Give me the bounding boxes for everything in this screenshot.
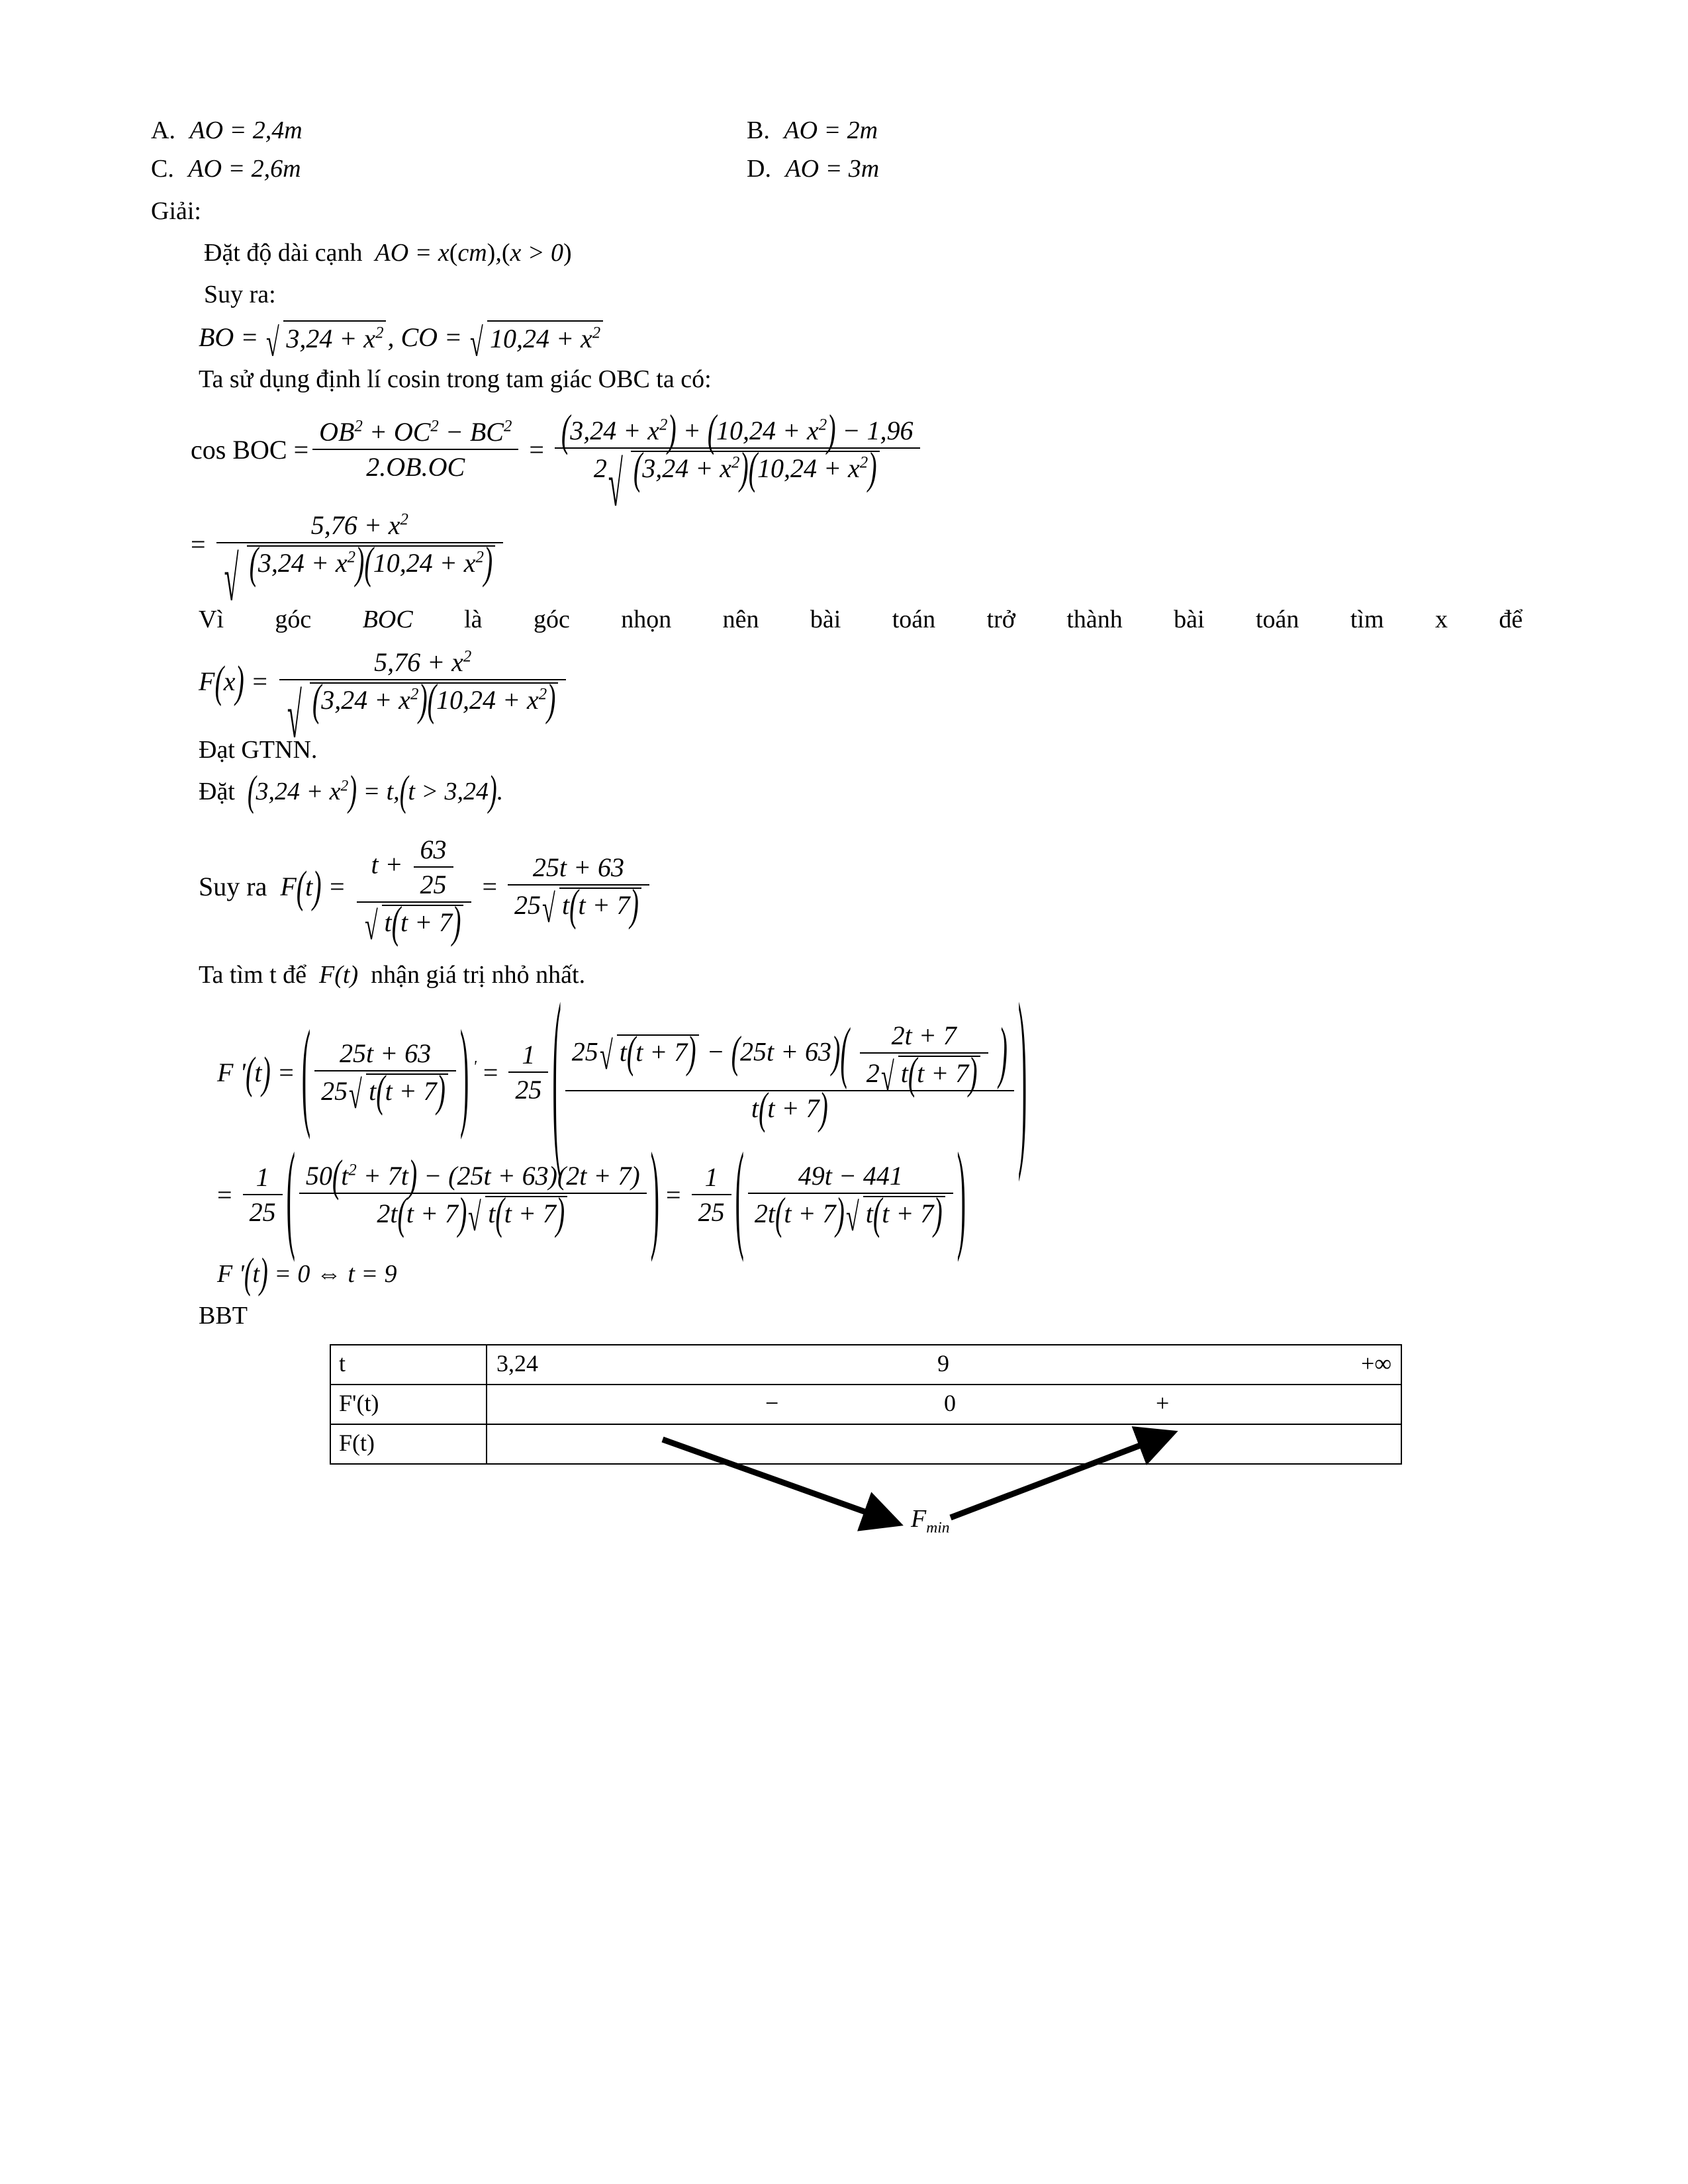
table-row-t xyxy=(330,1345,1401,1385)
word-boc: BOC xyxy=(362,606,413,633)
fx-fraction: $5,76 + x^2$ √ $(3,24 + x^2)(10,24 + x^2)$ xyxy=(279,647,567,715)
cos-fraction-1: $\frac{OB^2 + OC^2 - BC^2}{2.OB.OC}$ xyxy=(312,417,518,482)
word-tro: trở xyxy=(986,606,1015,633)
equals-sign-3: = xyxy=(475,871,504,901)
word-toan2: toán xyxy=(1256,606,1299,633)
bbt-fmin-label: $F_{min}$ xyxy=(911,1505,950,1537)
word-nhon: nhọn xyxy=(621,606,672,633)
equals-sign-4: = xyxy=(476,1057,505,1087)
cos-fraction-3: $5,76 + x^2$ √ $(3,24 + x^2)(10,24 + x^2)$ xyxy=(216,510,504,578)
word-toan1: toán xyxy=(892,606,936,633)
sqrt-bo: √ $3,24 + x^2$ xyxy=(266,320,386,354)
answer-c-label: C. xyxy=(151,155,174,183)
cosine-rule-line: Ta sử dụng định lí cosin trong tam giác OBC ta có: xyxy=(199,365,712,393)
word-bai1: bài xyxy=(810,606,841,633)
document-content xyxy=(151,116,1554,1537)
derivative-simplify-equation xyxy=(217,1126,1554,1263)
dat-t-line xyxy=(199,767,1554,815)
word-de: để xyxy=(1499,606,1523,633)
derivative-inner-fraction: $\frac{25t + 63}{25 √ t(t + 7)}$ xyxy=(314,1038,456,1107)
word-goc1: góc xyxy=(275,606,312,633)
equals-sign-5: = xyxy=(217,1180,239,1210)
answer-b-text: AO = 2m xyxy=(784,116,878,144)
bbt-value-t-end: +∞ xyxy=(1361,1350,1391,1377)
word-vi: Vì xyxy=(199,606,224,633)
one-over-25-fraction: $\frac{1}{25}$ xyxy=(508,1040,548,1105)
co-label: , CO = xyxy=(387,322,469,352)
derivative-zero-line xyxy=(217,1250,1554,1298)
suy-ra-2-label: Suy ra xyxy=(199,871,267,901)
bbt-row-label-fprime: F'(t) xyxy=(330,1385,487,1424)
bbt-value-t-start: 3,24 xyxy=(496,1350,538,1377)
equals-sign-6: = xyxy=(659,1180,688,1210)
suy-ra-line: Suy ra: xyxy=(204,281,276,308)
paren-open-big-3: ( xyxy=(735,1126,744,1263)
dat-t-expr: $(3,24 + x^2) = t,(t > 3,24)$. xyxy=(247,767,504,815)
answer-option-c xyxy=(151,154,747,183)
word-tim: tìm xyxy=(1350,606,1384,633)
answer-b-label: B. xyxy=(747,116,770,144)
fx-equation xyxy=(199,647,1554,725)
bbt-value-t-mid: 9 xyxy=(937,1350,949,1377)
find-t-line xyxy=(199,956,1554,994)
table-row-f xyxy=(330,1424,1401,1464)
derivative-zero-expr: F '(t) = 0 ⇔ t = 9 xyxy=(217,1250,397,1298)
one-over-25-fraction-3: $\frac{1}{25}$ xyxy=(692,1162,731,1228)
simplify-fraction-1: $\frac{50(t^2 + 7t) - (25t + 63)(2t + 7)}{2t(t + 7) √ t(t + 7)}$ xyxy=(299,1161,647,1229)
word-thanh: thành xyxy=(1066,606,1123,633)
answer-row-ab xyxy=(151,116,1554,145)
word-nen: nên xyxy=(722,606,759,633)
bbt-table-wrapper xyxy=(330,1344,1402,1537)
cos-boc-label: cos BOC = xyxy=(191,435,309,465)
set-length-line xyxy=(204,234,1554,272)
answer-a-label: A. xyxy=(151,116,175,144)
variation-arrows-icon xyxy=(487,1425,1414,1551)
answer-option-b xyxy=(747,116,1342,145)
solution-heading: Giải: xyxy=(151,197,201,225)
paren-open-big-2: ( xyxy=(286,1126,295,1263)
acute-angle-sentence xyxy=(199,605,1523,634)
paren-open-huge: ( xyxy=(552,960,561,1184)
dat-t-word: Đặt xyxy=(199,778,235,805)
table-row-fprime xyxy=(330,1385,1401,1424)
bbt-variation-cell xyxy=(487,1424,1401,1537)
find-t-text1: Ta tìm t để xyxy=(199,961,307,989)
word-bai2: bài xyxy=(1174,606,1205,633)
answer-option-d xyxy=(747,154,1342,183)
paren-open-big-1: ( xyxy=(301,1003,311,1141)
simplify-fraction-2: $\frac{49t - 441}{2t(t + 7) √ t(t + 7)}$ xyxy=(748,1161,953,1229)
answer-a-text: AO = 2,4m xyxy=(189,116,303,144)
bbt-row-values-t xyxy=(487,1345,1401,1385)
equals-sign-1: = xyxy=(522,435,551,465)
bbt-label: BBT xyxy=(199,1302,248,1330)
dat-gtnn-line: Đạt GTNN. xyxy=(199,736,318,764)
inner-derivative-frac: $\frac{2t + 7}{2 √ t(t + 7)}$ xyxy=(860,1021,988,1089)
answer-row-cd xyxy=(151,154,1554,183)
fx-label: F(x) = xyxy=(199,656,275,707)
bbt-row-label-f: F(t) xyxy=(330,1424,487,1464)
word-x: x xyxy=(1434,606,1448,633)
bbt-row-values-fprime xyxy=(487,1385,1401,1424)
ft-equation xyxy=(199,835,1554,948)
answer-d-text: AO = 3m xyxy=(785,155,880,183)
answer-c-text: AO = 2,6m xyxy=(188,155,301,183)
ft-label: F(t) = xyxy=(267,860,353,912)
equals-sign-2: = xyxy=(191,529,212,559)
word-goc2: góc xyxy=(533,606,570,633)
bo-co-equation xyxy=(199,320,1554,354)
ft-fraction-1: t + $\frac{63}{25}$ √ t(t + 7) xyxy=(357,835,472,938)
paren-close-big-1: ) ' xyxy=(460,1003,477,1141)
cos-boc-simplified xyxy=(191,510,1554,588)
word-la: là xyxy=(464,606,483,633)
answer-option-a xyxy=(151,116,747,145)
bbt-value-sign-plus: + xyxy=(1156,1390,1170,1416)
set-length-text: Đặt độ dài cạnh xyxy=(204,239,363,267)
find-t-text2: nhận giá trị nhỏ nhất. xyxy=(371,961,586,989)
paren-close-big-3: ) xyxy=(957,1126,966,1263)
bo-label: BO = xyxy=(199,322,265,352)
one-over-25-fraction-2: $\frac{1}{25}$ xyxy=(243,1162,283,1228)
set-length-expr: AO = x(cm),(x > 0) xyxy=(369,239,572,267)
bbt-row-label-t: t xyxy=(330,1345,487,1385)
bbt-value-sign-zero: 0 xyxy=(944,1390,956,1416)
inner-frac-63-25: $\frac{63}{25}$ xyxy=(414,835,453,900)
cos-fraction-2: $\frac{(3,24 + x^2) + (10,24 + x^2) - 1,96}{2 √ (3,24 + x^2)(10,24 + x^2)}$ xyxy=(555,416,920,484)
find-t-ft: F(t) xyxy=(312,961,365,989)
bbt-table xyxy=(330,1344,1402,1537)
paren-close-big-2: ) xyxy=(650,1126,659,1263)
cos-boc-equation xyxy=(191,404,1554,494)
paren-close-huge: ) xyxy=(1017,960,1027,1184)
ft-fraction-2: $\frac{25t + 63}{25 √ t(t + 7)}$ xyxy=(508,852,649,921)
derivative-quotient-fraction: 25 √ t(t + 7) − (25t + 63)( $\frac{2t + 7}{2 √ t(t + 7)}$ ) t(t + 7) xyxy=(565,1021,1014,1124)
bbt-value-sign-minus: − xyxy=(765,1390,779,1416)
derivative-label: F '(t) = xyxy=(217,1046,302,1098)
answer-d-label: D. xyxy=(747,155,771,183)
sqrt-co: √ $10,24 + x^2$ xyxy=(470,320,603,354)
